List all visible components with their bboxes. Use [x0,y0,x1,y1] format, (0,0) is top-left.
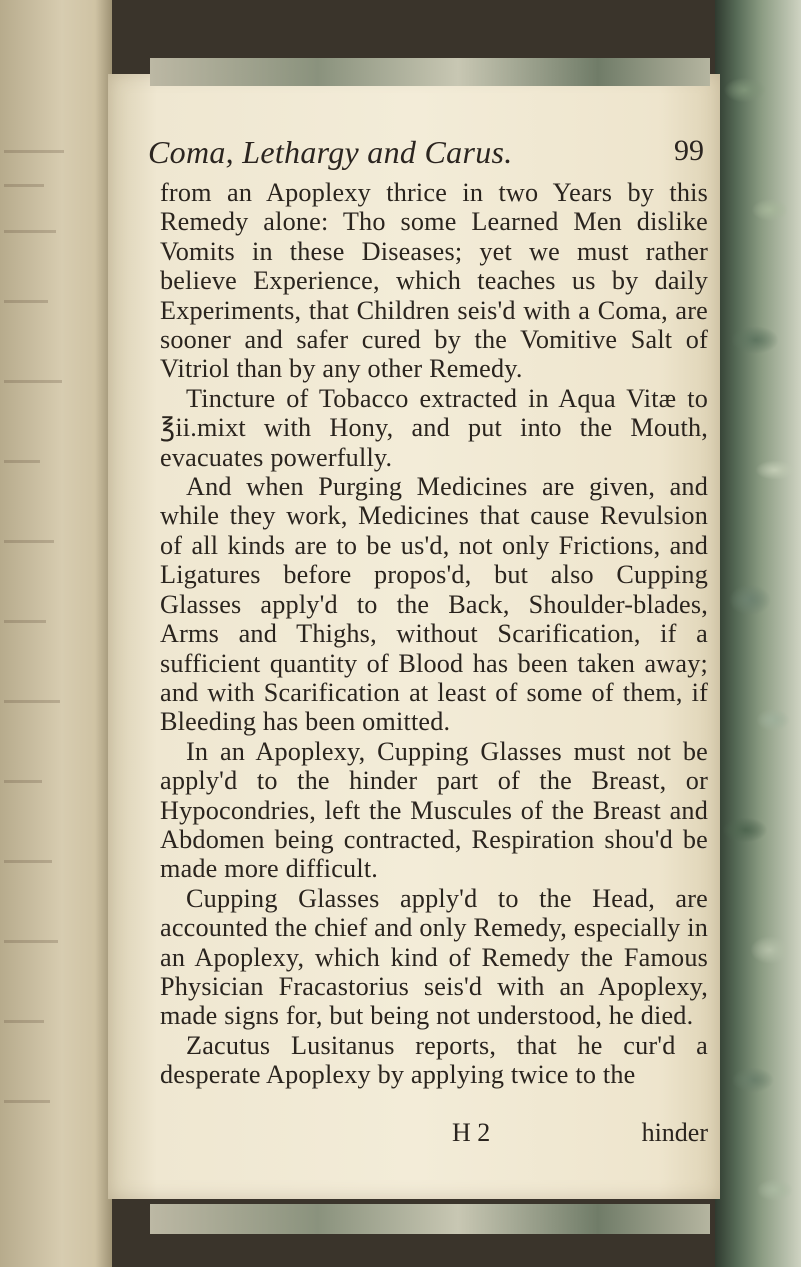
marbled-endpaper [715,0,801,1267]
bottom-decorative-strip [150,1204,710,1234]
paragraph: Tincture of Tobacco extracted in Aqua Vitæ to ℥ii.mixt with Hony, and put into the Mouth, evacuates powerfully. [160,383,708,472]
catchword: hinder [641,1118,708,1147]
paragraph: And when Purging Medicines are given, and while they work, Medicines that cause Revulsion of all kinds are to be us'd, not only Frictions, and Ligatures before propos'd, but also Cupping Glasses apply'd to the Back, Shoulder-blades, Arms and Thighs, without Scarification, if a sufficient quantity of Blood has been taken away; and with Scarification at least of some of them, if Bleeding has been omitted. [160,472,708,737]
paragraph: In an Apoplexy, Cupping Glasses must not be apply'd to the hinder part of the Breast, or Hypocondries, left the Muscules of the Breast and Abdomen being contracted, Respiration shou'd be made more difficult. [160,736,708,884]
running-title: Coma, Lethargy and Carus. [148,134,513,170]
paragraph: Zacutus Lusitanus reports, that he cur'd a desperate Apoplexy by applying twice to the [160,1030,708,1090]
page-footer [160,1118,708,1150]
previous-page-edge [0,0,112,1267]
paragraph: from an Apoplexy thrice in two Years by this Remedy alone: Tho some Learned Men dislike Vomits in these Diseases; yet we must rather believe Experience, which teaches us by daily Experiments, that Children seis'd with a Coma, are sooner and safer cured by the Vomitive Salt of Vitriol than by any other Remedy. [160,178,708,384]
running-head [148,134,708,174]
body-text [160,178,708,1158]
top-decorative-strip [150,58,710,86]
paragraph: Cupping Glasses apply'd to the Head, are accounted the chief and only Remedy, especially in an Apoplexy, which kind of Remedy the Famous Physician Fracastorius seis'd with an Apoplexy, made signs for, but being not understood, he died. [160,883,708,1031]
page-number: 99 [674,134,704,167]
signature-mark: H 2 [452,1118,491,1147]
